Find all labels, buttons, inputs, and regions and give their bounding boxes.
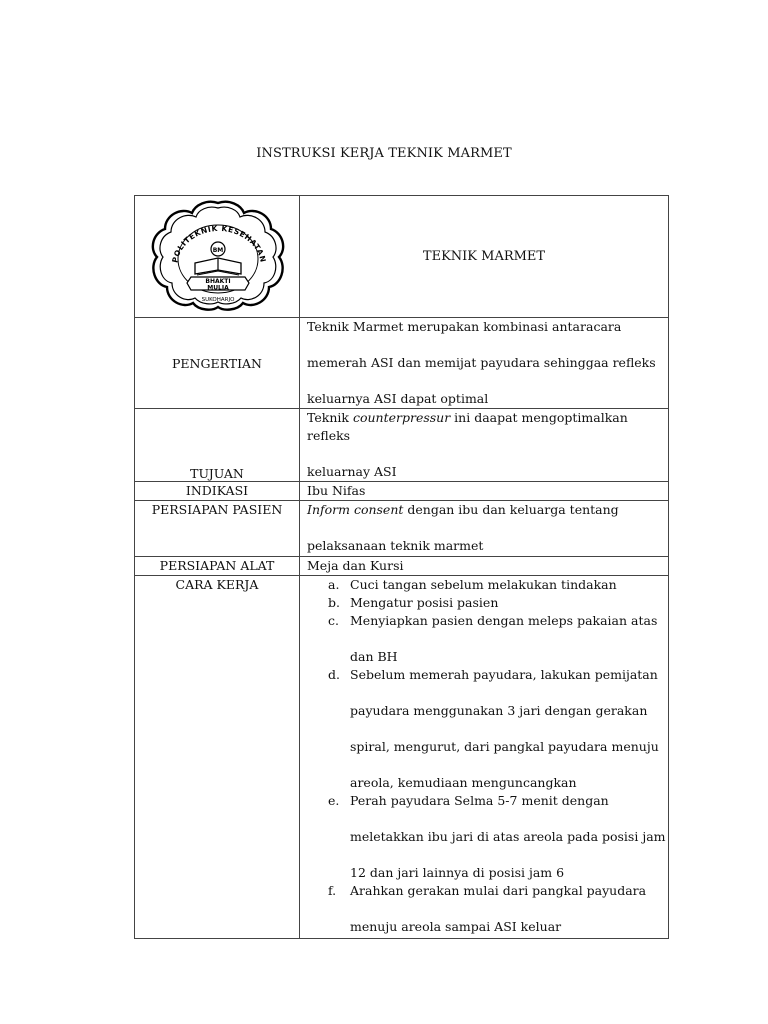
tujuan-line-1	[307, 409, 661, 445]
pengertian-line: keluarnya ASI dapat optimal	[307, 391, 489, 406]
row-pengertian	[135, 318, 669, 409]
tujuan-post: ini daapat mengoptimalkan refleks	[307, 410, 628, 443]
pengertian-line: memerah ASI dan memijat payudara sehinggaa refleks	[307, 355, 656, 370]
value-persiapan-alat: Meja dan Kursi	[300, 557, 669, 576]
header-row	[135, 196, 669, 318]
step-item	[328, 882, 668, 936]
step-text: spiral, mengurut, dari pangkal payudara menuju	[350, 739, 659, 754]
header-title: TEKNIK MARMET	[300, 196, 669, 318]
step-text: Cuci tangan sebelum melakukan tindakan	[350, 577, 617, 592]
value-cara-kerja	[300, 576, 669, 939]
label-pengertian: PENGERTIAN	[135, 318, 300, 409]
step-text: areola, kemudiaan menguncangkan	[350, 775, 577, 790]
logo-cell	[135, 196, 300, 318]
logo-city-text: SUKOHARJO	[201, 297, 235, 303]
inform-consent-term: Inform consent	[307, 502, 404, 517]
step-text: meletakkan ibu jari di atas areola pada posisi jam	[350, 829, 666, 844]
step-item	[328, 594, 668, 612]
cara-kerja-steps	[300, 576, 668, 936]
step-marker: d.	[328, 667, 340, 682]
logo-center-text: BM	[212, 247, 224, 254]
logo-banner-line2: MULIA	[207, 284, 229, 292]
row-persiapan-pasien	[135, 501, 669, 557]
persiapan-pasien-line-2: pelaksanaan teknik marmet	[307, 538, 484, 553]
label-tujuan: TUJUAN	[135, 409, 300, 482]
persiapan-pasien-line-1	[307, 501, 661, 519]
persiapan-pasien-post: dengan ibu dan keluarga tentang	[403, 502, 619, 517]
step-text: Perah payudara Selma 5-7 menit dengan	[350, 793, 609, 808]
value-pengertian	[300, 318, 669, 409]
emblem-icon	[195, 242, 241, 275]
step-marker: a.	[328, 577, 340, 592]
step-item	[328, 666, 668, 792]
tujuan-line-2: keluarnay ASI	[307, 464, 397, 479]
step-text: payudara menggunakan 3 jari dengan gerakan	[350, 703, 648, 718]
logo-ring-text: POLITEKNIK KESEHATAN	[170, 223, 268, 264]
row-tujuan	[135, 409, 669, 482]
label-persiapan-alat: PERSIAPAN ALAT	[135, 557, 300, 576]
institution-logo	[147, 197, 289, 313]
step-text: Menyiapkan pasien dengan meleps pakaian atas	[350, 613, 658, 628]
tujuan-pre: Teknik	[307, 410, 353, 425]
document-title: INSTRUKSI KERJA TEKNIK MARMET	[256, 146, 512, 161]
step-marker: b.	[328, 595, 340, 610]
step-marker: c.	[328, 613, 339, 628]
label-cara-kerja: CARA KERJA	[135, 576, 300, 939]
step-text: Arahkan gerakan mulai dari pangkal payudara	[350, 883, 647, 898]
step-marker: e.	[328, 793, 340, 808]
label-persiapan-pasien: PERSIAPAN PASIEN	[135, 501, 300, 557]
value-persiapan-pasien	[300, 501, 669, 557]
row-indikasi	[135, 482, 669, 501]
label-indikasi: INDIKASI	[135, 482, 300, 501]
value-tujuan	[300, 409, 669, 482]
step-item	[328, 576, 668, 594]
step-text: dan BH	[350, 649, 398, 664]
pengertian-line: Teknik Marmet merupakan kombinasi antaracara	[307, 319, 622, 334]
step-marker: f.	[328, 883, 337, 898]
row-cara-kerja	[135, 576, 669, 939]
step-item	[328, 792, 668, 882]
logo-banner-line1: BHAKTI	[205, 278, 231, 285]
step-item	[328, 612, 668, 666]
step-text: Sebelum memerah payudara, lakukan pemijatan	[350, 667, 658, 682]
row-persiapan-alat	[135, 557, 669, 576]
value-indikasi: Ibu Nifas	[300, 482, 669, 501]
sop-table	[134, 195, 669, 939]
tujuan-italic-term: counterpressur	[352, 410, 451, 425]
step-text: 12 dan jari lainnya di posisi jam 6	[350, 865, 565, 880]
step-text: Mengatur posisi pasien	[350, 595, 499, 610]
step-text: menuju areola sampai ASI keluar	[350, 919, 562, 934]
